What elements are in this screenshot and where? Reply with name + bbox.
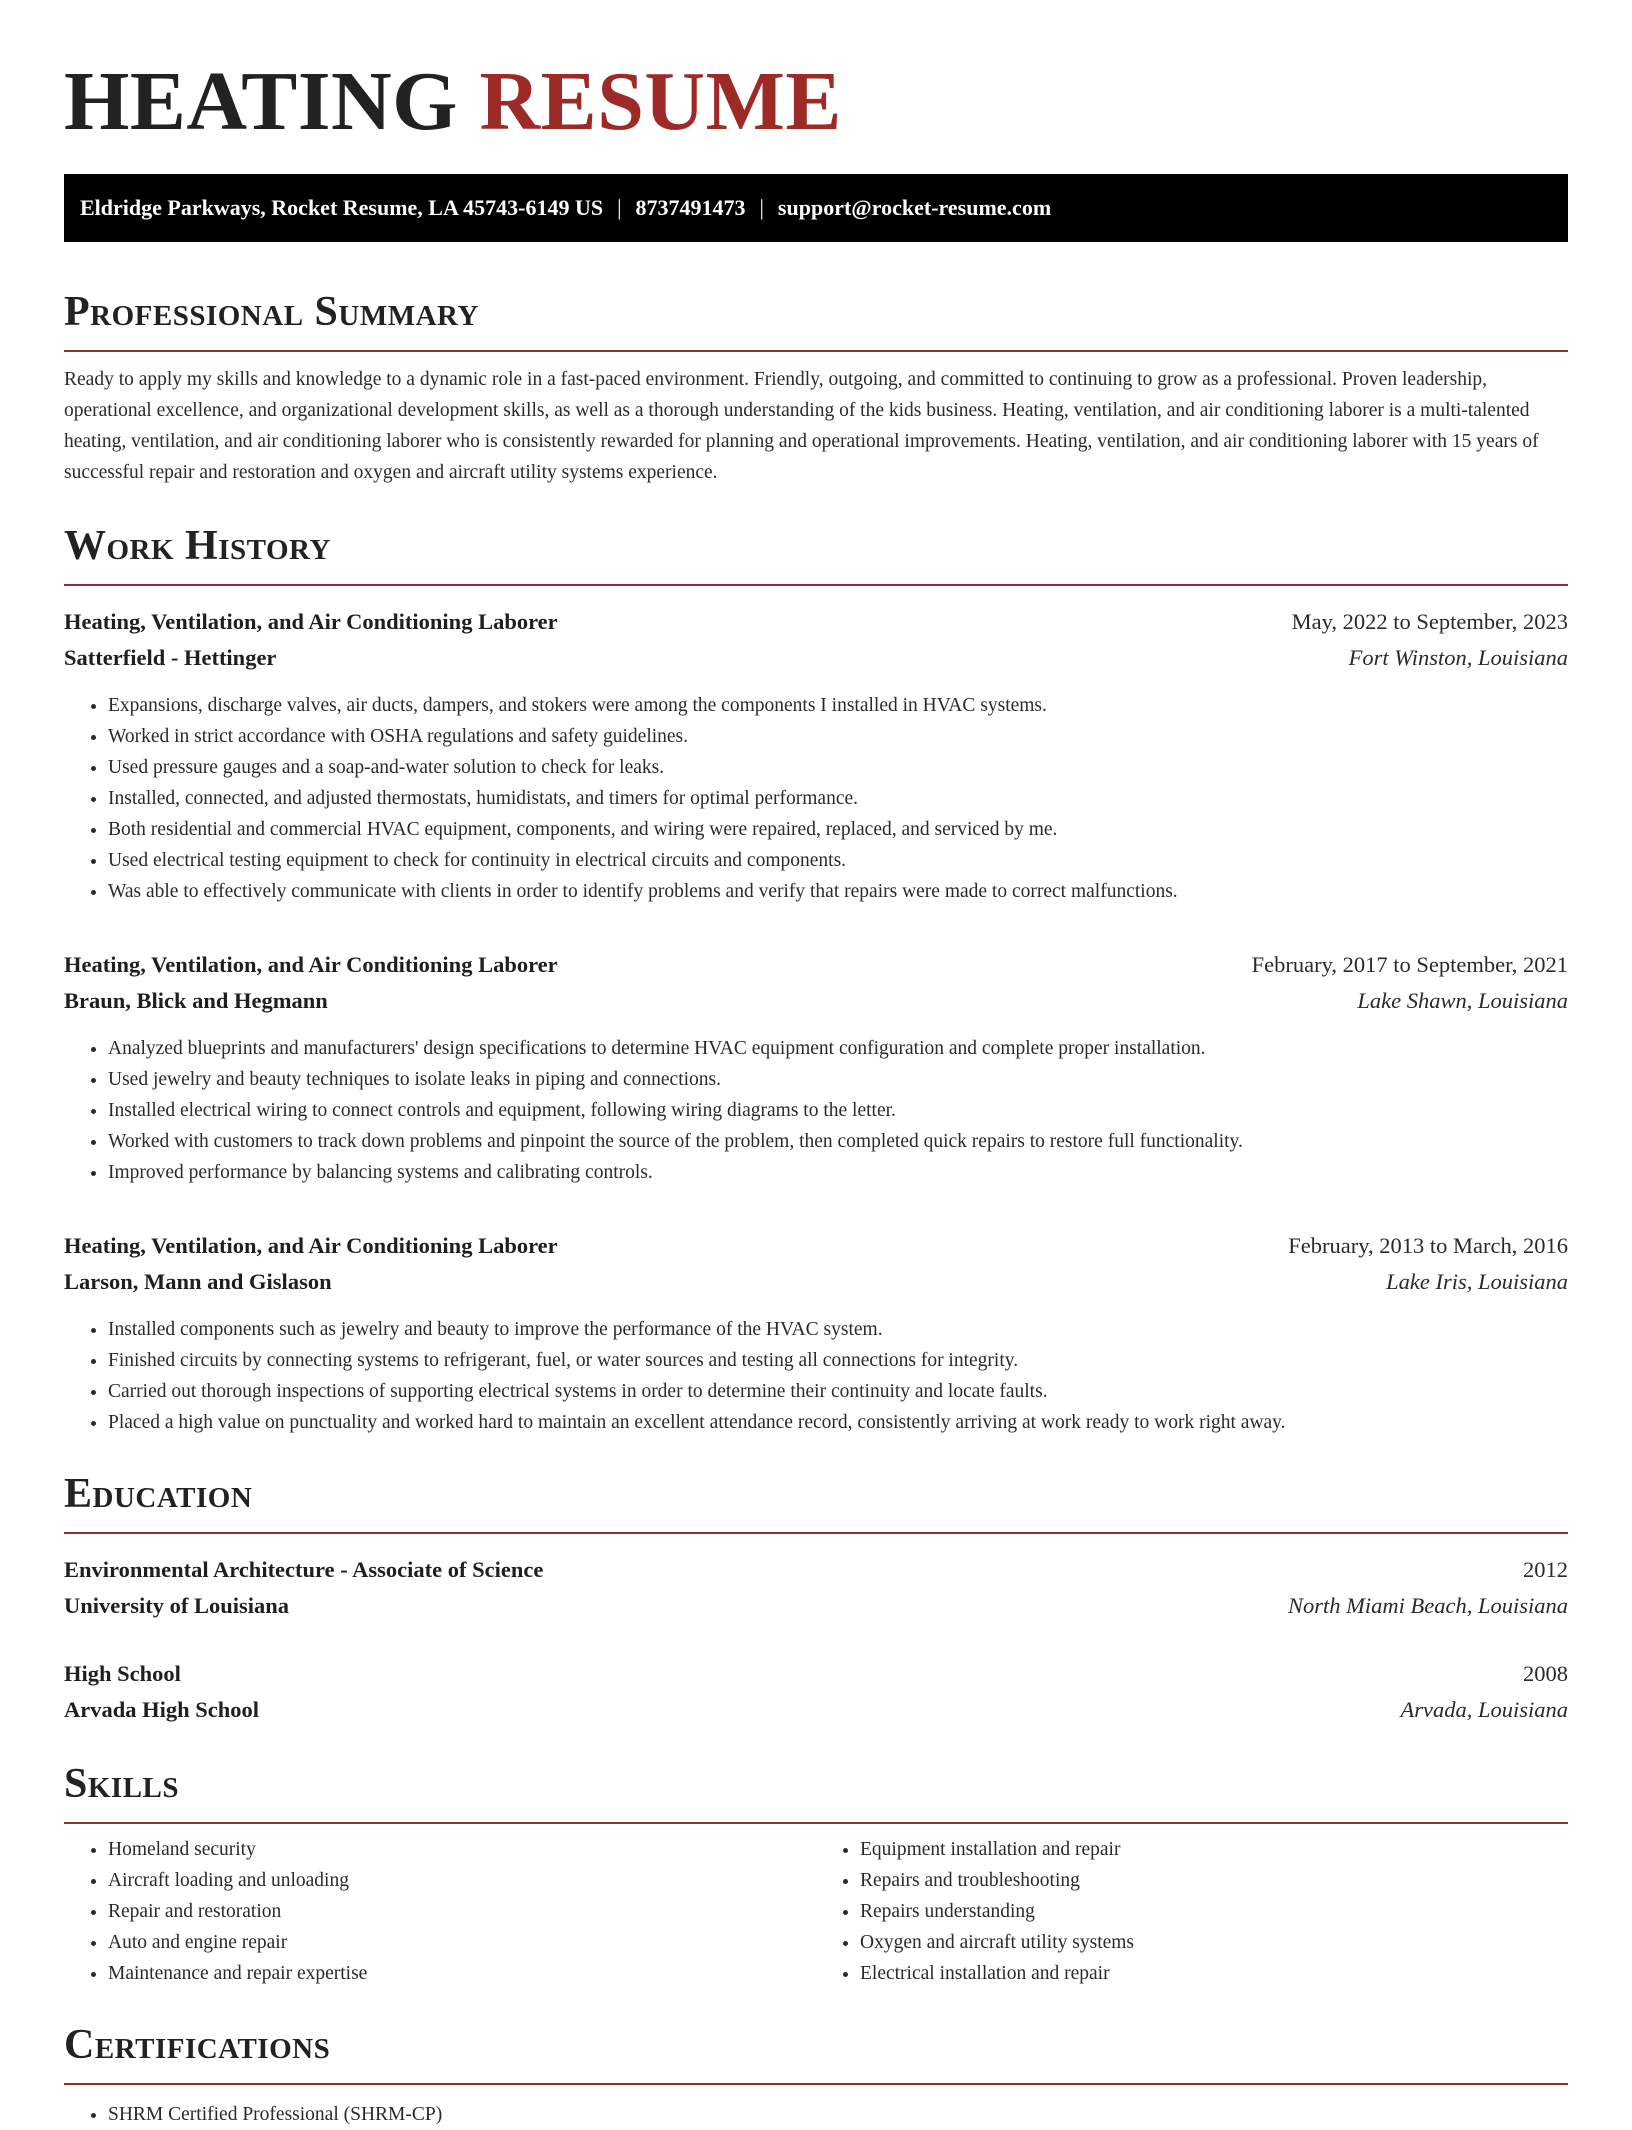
education-degree-row xyxy=(64,1552,1568,1588)
job-location: Lake Shawn, Louisiana xyxy=(1357,988,1568,1013)
job-header-row xyxy=(64,1228,1568,1264)
certifications-heading: Certifications xyxy=(64,2017,1568,2085)
skills-left-column xyxy=(64,1834,816,1989)
job-header-row xyxy=(64,604,1568,640)
skill-item: • Repairs and troubleshooting xyxy=(860,1865,1568,1896)
contact-address: Eldridge Parkways, Rocket Resume, LA 45743-6149 US xyxy=(80,195,604,220)
skill-item: • Repair and restoration xyxy=(108,1896,816,1927)
skill-item: • Electrical installation and repair xyxy=(860,1958,1568,1989)
job-company: Larson, Mann and Gislason xyxy=(64,1269,332,1294)
education-entry xyxy=(64,1656,1568,1728)
skill-item: • Oxygen and aircraft utility systems xyxy=(860,1927,1568,1958)
job-bullet: • Expansions, discharge valves, air ducts, dampers, and stokers were among the components I installed in HVAC systems. xyxy=(108,690,1568,721)
education-degree: High School xyxy=(64,1661,181,1686)
skill-item: • Equipment installation and repair xyxy=(860,1834,1568,1865)
job-bullet: • Installed components such as jewelry and beauty to improve the performance of the HVAC system. xyxy=(108,1314,1568,1345)
job-bullet: • Carried out thorough inspections of supporting electrical systems in order to determine their continuity and locate faults. xyxy=(108,1376,1568,1407)
title-first-word: HEATING xyxy=(64,55,459,148)
summary-section xyxy=(64,284,1568,488)
education-entry xyxy=(64,1552,1568,1624)
job-company: Braun, Blick and Hegmann xyxy=(64,988,328,1013)
job-bullet: • Used pressure gauges and a soap-and-water solution to check for leaks. xyxy=(108,752,1568,783)
certifications-section xyxy=(64,2017,1568,2130)
job-bullet: • Improved performance by balancing systems and calibrating controls. xyxy=(108,1157,1568,1188)
skill-item: • Maintenance and repair expertise xyxy=(108,1958,816,1989)
skills-right-column xyxy=(816,1834,1568,1989)
job-bullet: • Finished circuits by connecting systems to refrigerant, fuel, or water sources and testing all connections for integrity. xyxy=(108,1345,1568,1376)
job-bullet: • Both residential and commercial HVAC equipment, components, and wiring were repaired, replaced, and serviced by me. xyxy=(108,814,1568,845)
contact-separator: | xyxy=(617,195,622,220)
summary-text: Ready to apply my skills and knowledge to a dynamic role in a fast-paced environment. Friendly, outgoing, and committed to continuing to grow as a professional. Proven leadership, operational excellence, and organizational development skills, as well as a thorough understanding of the kids business. Heating, ventilation, and air conditioning laborer is a multi-talented heating, ventilation, and air conditioning laborer who is consistently rewarded for planning and operational improvements. Heating, ventilation, and air conditioning laborer with 15 years of successful repair and restoration and oxygen and aircraft utility systems experience. xyxy=(64,369,1539,483)
education-section xyxy=(64,1466,1568,1728)
job-bullets xyxy=(64,1314,1568,1438)
skill-item: • Auto and engine repair xyxy=(108,1927,816,1958)
education-heading: Education xyxy=(64,1466,1568,1534)
job-bullet: • Worked with customers to track down problems and pinpoint the source of the problem, then completed quick repairs to restore full functionality. xyxy=(108,1126,1568,1157)
job-bullet: • Analyzed blueprints and manufacturers' design specifications to determine HVAC equipment configuration and complete proper installation. xyxy=(108,1033,1568,1064)
skill-item: • Aircraft loading and unloading xyxy=(108,1865,816,1896)
job-bullet: • Placed a high value on punctuality and worked hard to maintain an excellent attendance record, consistently arriving at work ready to work right away. xyxy=(108,1407,1568,1438)
work-history-section xyxy=(64,518,1568,1438)
education-year: 2012 xyxy=(1523,1557,1568,1582)
job-bullets xyxy=(64,1033,1568,1188)
job-header-row xyxy=(64,947,1568,983)
job-dates: February, 2013 to March, 2016 xyxy=(1288,1233,1568,1258)
education-degree: Environmental Architecture - Associate of Science xyxy=(64,1557,544,1582)
education-school: Arvada High School xyxy=(64,1697,260,1722)
job-bullets xyxy=(64,690,1568,907)
education-location: North Miami Beach, Louisiana xyxy=(1288,1593,1568,1618)
job-entry xyxy=(64,947,1568,1188)
job-entry xyxy=(64,604,1568,907)
education-year: 2008 xyxy=(1523,1661,1568,1686)
job-entry xyxy=(64,1228,1568,1438)
job-location: Lake Iris, Louisiana xyxy=(1386,1269,1568,1294)
skills-section xyxy=(64,1756,1568,1989)
job-dates: February, 2017 to September, 2021 xyxy=(1251,952,1568,977)
job-role: Heating, Ventilation, and Air Conditioning Laborer xyxy=(64,1233,558,1258)
contact-bar xyxy=(64,174,1568,242)
education-school: University of Louisiana xyxy=(64,1593,290,1618)
resume-title xyxy=(64,56,1568,148)
job-role: Heating, Ventilation, and Air Conditioning Laborer xyxy=(64,952,558,977)
education-location: Arvada, Louisiana xyxy=(1400,1697,1568,1722)
summary-heading: Professional Summary xyxy=(64,284,1568,352)
work-history-heading: Work History xyxy=(64,518,1568,586)
contact-separator: | xyxy=(759,195,764,220)
certifications-list xyxy=(64,2099,1568,2130)
job-company: Satterfield - Hettinger xyxy=(64,645,277,670)
certification-item: • SHRM Certified Professional (SHRM-CP) xyxy=(108,2099,1568,2130)
skills-grid xyxy=(64,1834,1568,1989)
job-bullet: • Was able to effectively communicate with clients in order to identify problems and verify that repairs were made to correct malfunctions. xyxy=(108,876,1568,907)
job-bullet: • Worked in strict accordance with OSHA regulations and safety guidelines. xyxy=(108,721,1568,752)
education-school-row xyxy=(64,1588,1568,1624)
job-bullet: • Used jewelry and beauty techniques to isolate leaks in piping and connections. xyxy=(108,1064,1568,1095)
job-company-row xyxy=(64,1264,1568,1300)
education-school-row xyxy=(64,1692,1568,1728)
contact-phone: 8737491473 xyxy=(635,195,746,220)
contact-email: support@rocket-resume.com xyxy=(777,195,1052,220)
job-bullet: • Used electrical testing equipment to check for continuity in electrical circuits and components. xyxy=(108,845,1568,876)
job-company-row xyxy=(64,983,1568,1019)
job-dates: May, 2022 to September, 2023 xyxy=(1291,609,1568,634)
skill-item: • Repairs understanding xyxy=(860,1896,1568,1927)
education-degree-row xyxy=(64,1656,1568,1692)
job-bullet: • Installed, connected, and adjusted thermostats, humidistats, and timers for optimal performance. xyxy=(108,783,1568,814)
skill-item: • Homeland security xyxy=(108,1834,816,1865)
job-bullet: • Installed electrical wiring to connect controls and equipment, following wiring diagrams to the letter. xyxy=(108,1095,1568,1126)
job-company-row xyxy=(64,640,1568,676)
job-location: Fort Winston, Louisiana xyxy=(1348,645,1568,670)
job-role: Heating, Ventilation, and Air Conditioning Laborer xyxy=(64,609,558,634)
skills-heading: Skills xyxy=(64,1756,1568,1824)
title-second-word: RESUME xyxy=(479,55,842,148)
